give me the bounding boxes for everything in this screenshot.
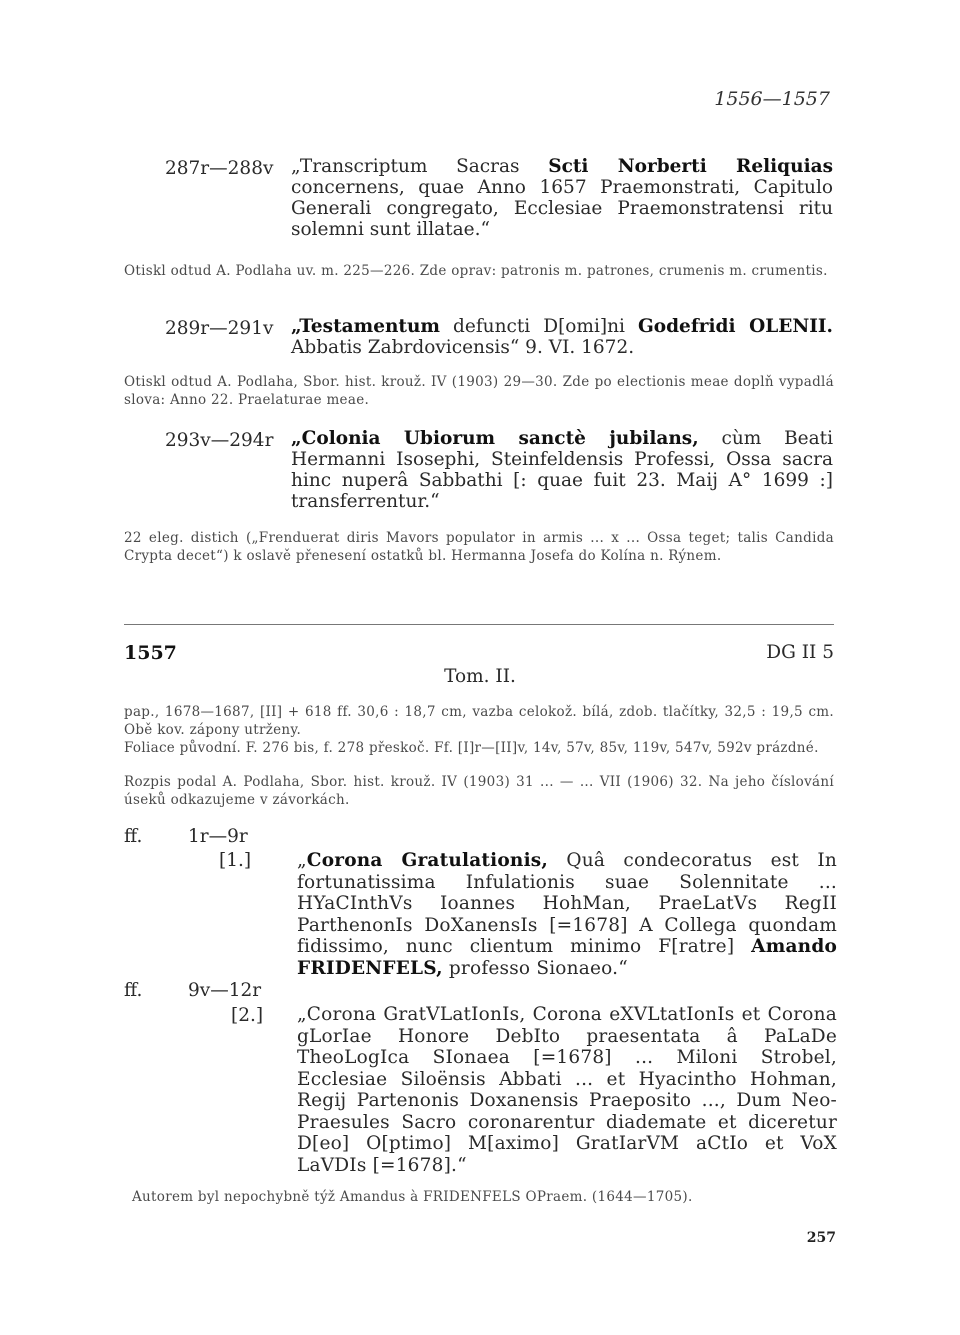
page-number: 257 <box>806 1230 836 1246</box>
item-text: „Corona GratVLatIonIs, Corona eXVLtatIonIs et Corona gLorIae Honore DebIto praesentata â PaLaDe TheoLogIca SIonaea [=1678] ... Miloni Strobel, Ecclesiae Siloënsis Abbati ... et Hyacintho Hohman, Regij Partenonis Doxanensis Praeposito ..., Dum Neo-Praesules Sacro coronarentur diademate et diceretur D[eo] O[ptimo] M[aximo] GratIarVM aCtIo et VoX LaVDIs [=1678].“ <box>297 1004 837 1176</box>
entry-title-bold: Scti Norberti Reliquias <box>548 156 833 177</box>
ff-range: 9v—12r <box>188 980 262 1001</box>
running-head: 1556—1557 <box>714 88 830 110</box>
entry-title-bold: Godefridi OLENII. <box>637 316 833 337</box>
editorial-note: Otiskl odtud A. Podlaha, Sbor. hist. krouž. IV (1903) 29—30. Zde po electionis meae doplň vypadlá slova: Anno 22. Praelaturae meae. <box>124 374 834 408</box>
folio-range: 293v—294r <box>165 430 274 451</box>
entry-text-part: „Transcriptum Sacras <box>291 156 549 177</box>
inventory-note: Rozpis podal A. Podlaha, Sbor. hist. krouž. IV (1903) 31 ... — ... VII (1906) 32. Na jeho číslování úseků odkazujeme v závorkách. <box>124 774 834 808</box>
physical-description: pap., 1678—1687, [II] + 618 ff. 30,6 : 18,7 cm, vazba celokož. bílá, zdob. tlačítky, 32,5 : 19,5 cm. Obě kov. zápony utrženy. <box>124 704 834 738</box>
manuscript-number: 1557 <box>124 642 177 664</box>
shelfmark: DG II 5 <box>766 642 834 663</box>
ff-label: ff. <box>124 826 143 847</box>
entry-text <box>291 316 833 358</box>
entry-text-part: cùm Beati Hermanni Isosephi, Steinfeldensis Professi, Ossa sacra hinc nuperâ Sabbathi [: quae fuit 23. Maij A° 1699 :] transferrentur.“ <box>291 428 833 512</box>
section-divider <box>124 624 834 625</box>
entry-text-part: Abbatis Zabrdovicensis“ 9. VI. 1672. <box>291 337 635 358</box>
folio-range: 289r—291v <box>165 318 274 339</box>
entry-text-part: concernens, quae Anno 1657 Praemonstrati, Capitulo Generali congregato, Ecclesiae Praemonstratensi ritu solemni sunt illatae.“ <box>291 177 833 240</box>
entry-title-bold: „Testamentum <box>291 316 440 337</box>
folio-range: 287r—288v <box>165 158 274 179</box>
item-text-part: professo Sionaeo.“ <box>442 957 628 979</box>
editorial-note: Otiskl odtud A. Podlaha uv. m. 225—226. Zde oprav: patronis m. patrones, crumenis m. crumentis. <box>124 263 828 279</box>
entry-text <box>291 428 833 512</box>
item-number: [1.] <box>219 850 252 871</box>
ff-label: ff. <box>124 980 143 1001</box>
item-text-part: „ <box>297 850 307 871</box>
entry-text-part: defuncti D[omi]ni <box>440 316 638 337</box>
item-title-bold: Corona Gratulationis, <box>306 850 549 871</box>
item-text-part: Quâ condecoratus est In fortunatissima Infulationis suae Solennitate ... HYaCInthVs Ioannes HohMan, PraeLatVs RegII ParthenonIs DoXanensIs [=1678] A Collega quondam fidissimo, nunc clientum minimo F[ratre] <box>297 850 837 957</box>
ff-range: 1r—9r <box>188 826 248 847</box>
entry-title-bold: „Colonia Ubiorum sanctè jubilans, <box>291 428 699 449</box>
closing-note: Autorem byl nepochybně týž Amandus à FRIDENFELS OPraem. (1644—1705). <box>132 1189 693 1205</box>
editorial-note: 22 eleg. distich („Frenduerat diris Mavors populator in armis ... x ... Ossa teget; talis Candida Crypta decet“) k oslavě přenesení ostatků bl. Hermanna Josefa do Kolína n. Rýnem. <box>124 530 834 564</box>
item-text <box>297 850 837 979</box>
entry-text <box>291 156 833 240</box>
foliation-note: Foliace původní. F. 276 bis, f. 278 přeskoč. Ff. [I]r—[II]v, 14v, 57v, 85v, 119v, 547v, 592v prázdné. <box>124 740 819 756</box>
item-number: [2.] <box>231 1005 264 1026</box>
author-name-bold: Amando FRIDENFELS, <box>297 936 837 979</box>
manuscript-title: Tom. II. <box>444 666 516 687</box>
